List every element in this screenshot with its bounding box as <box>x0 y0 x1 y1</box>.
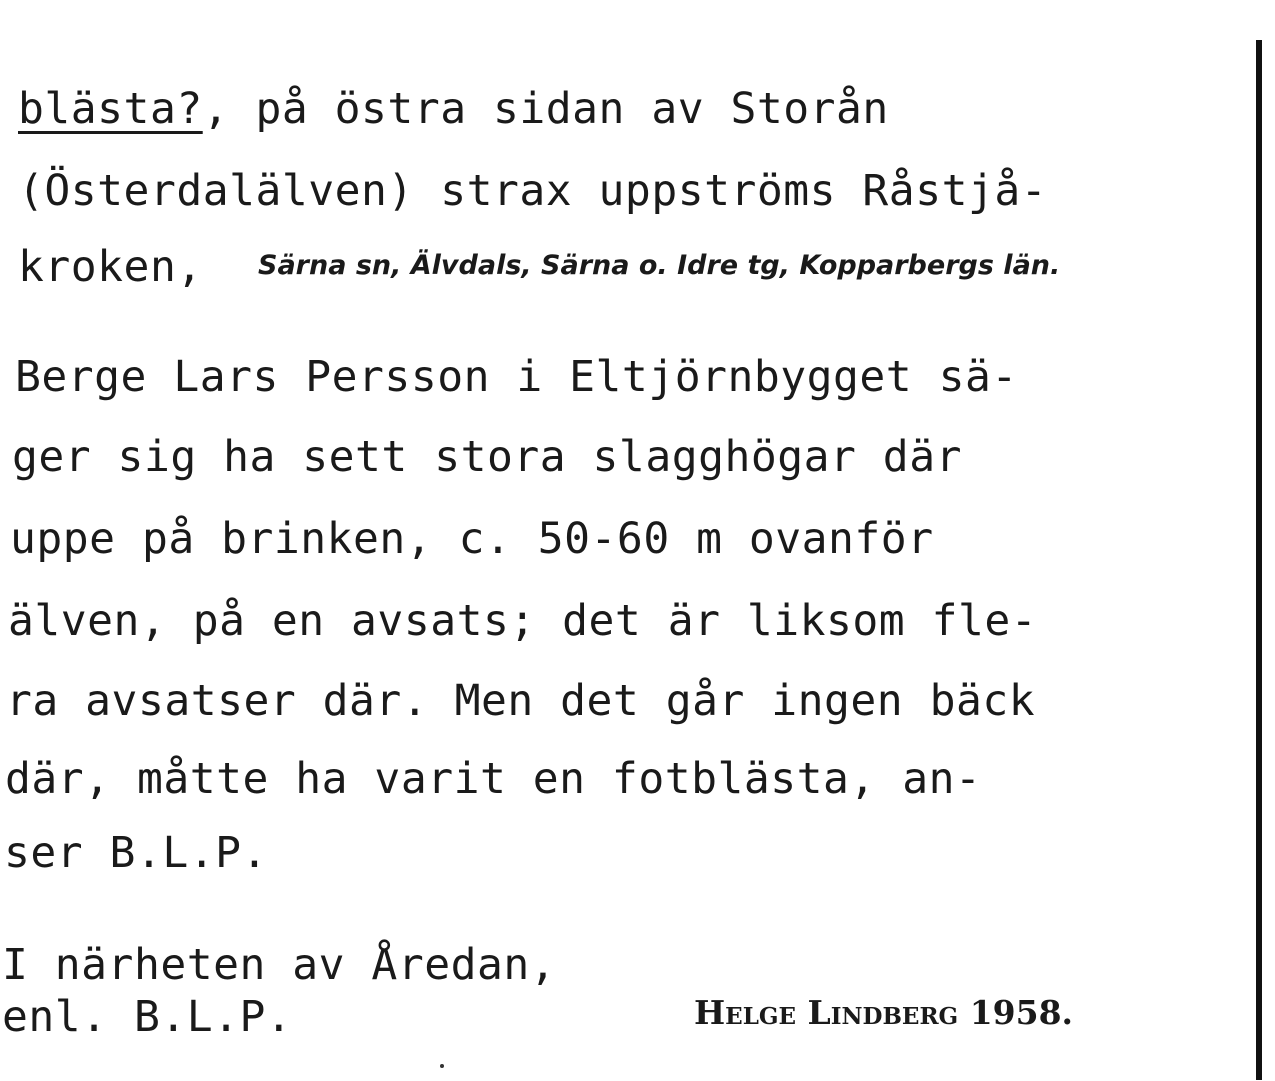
entry-line-1 <box>18 84 889 134</box>
entry-line-2: (Österdalälven) strax uppströms Råstjå- <box>18 166 1048 216</box>
body-line-7: ser B.L.P. <box>4 828 268 878</box>
signature <box>694 993 1074 1032</box>
body-line-1: Berge Lars Persson i Eltjörnbygget sä- <box>15 352 1018 402</box>
body-line-4: älven, på en avsats; det är liksom fle- <box>8 596 1038 646</box>
signature-year: 1958. <box>969 993 1074 1032</box>
signature-name: Helge Lindberg <box>694 993 959 1032</box>
headword: blästa? <box>18 84 203 134</box>
scan-speck <box>440 1064 444 1068</box>
body-line-5: ra avsatser där. Men det går ingen bäck <box>6 676 1036 726</box>
entry-line-1-text: , på östra sidan av Storån <box>202 84 889 134</box>
note-line-2: enl. B.L.P. <box>2 992 293 1042</box>
note-line-1: I närheten av Åredan, <box>2 940 557 990</box>
card-edge-line <box>1256 40 1262 1080</box>
body-line-6: där, måtte ha varit en fotblästa, an- <box>5 754 982 804</box>
location-stamp: Särna sn, Älvdals, Särna o. Idre tg, Kopparbergs län. <box>258 250 1061 281</box>
entry-line-3: kroken, <box>18 242 203 292</box>
body-line-2: ger sig ha sett stora slagghögar där <box>12 432 962 482</box>
body-line-3: uppe på brinken, c. 50-60 m ovanför <box>10 514 934 564</box>
